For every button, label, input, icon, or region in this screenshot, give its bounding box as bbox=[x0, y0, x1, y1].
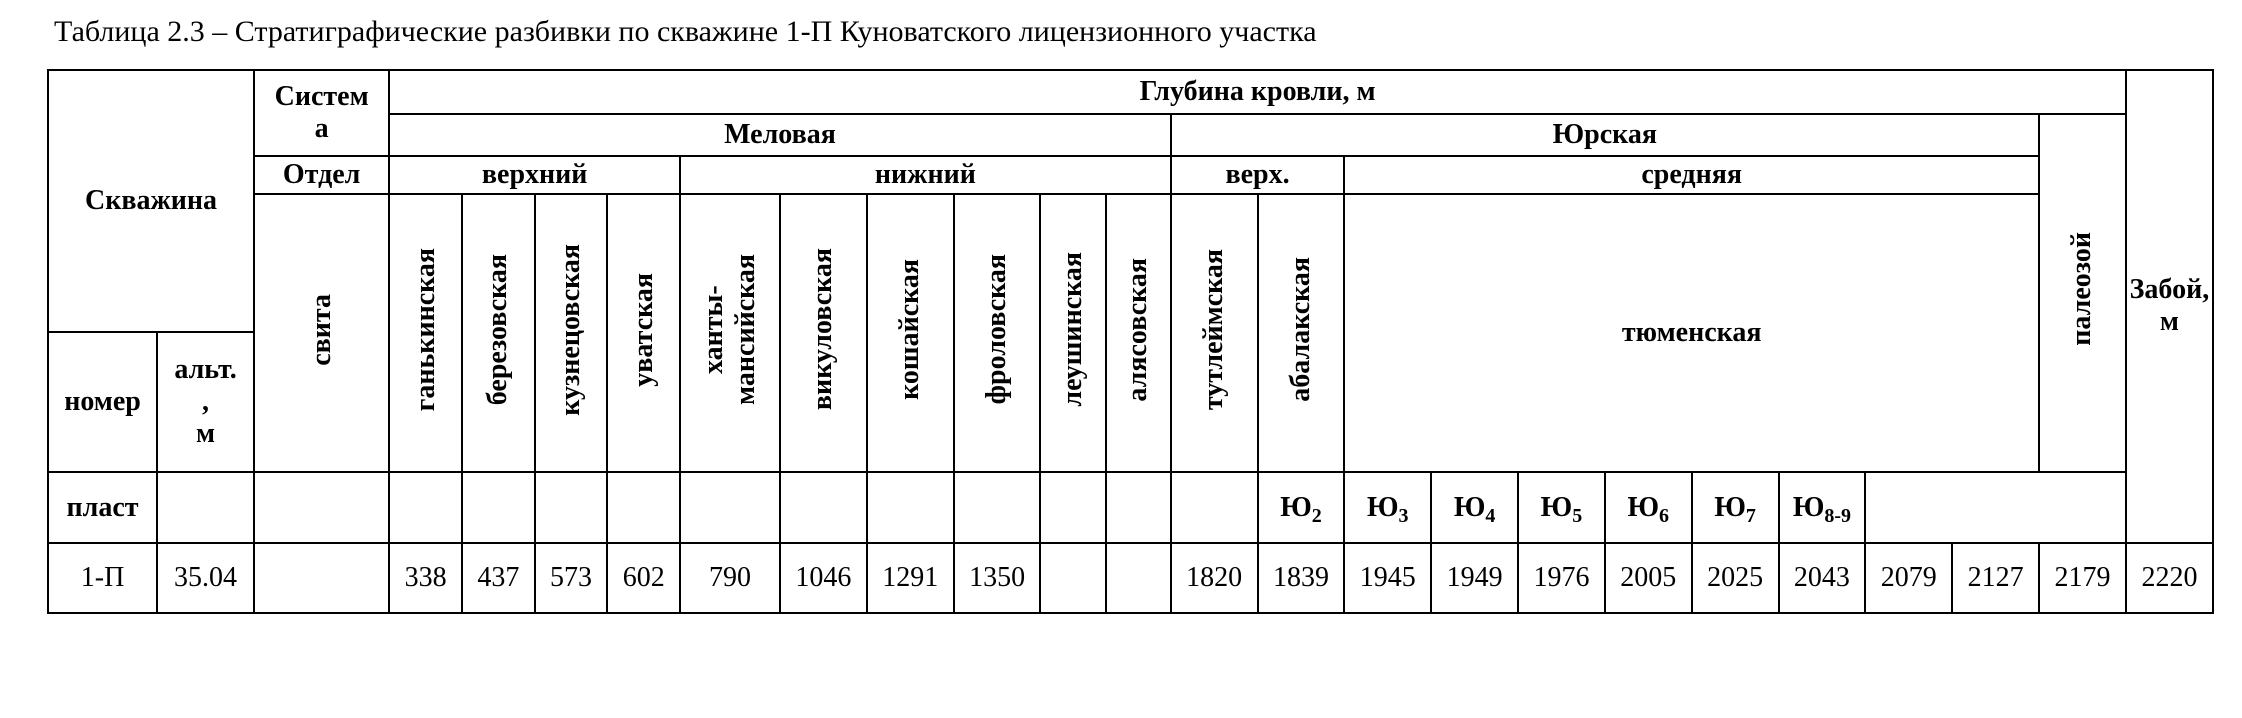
layer-cell bbox=[1040, 472, 1106, 542]
suite-tyumenskaya: тюменская bbox=[1344, 194, 2039, 472]
layer-u7: $Ю_7$ bbox=[1692, 472, 1779, 542]
depth-u8-9: 2127 bbox=[1952, 543, 2039, 613]
layer-header: пласт bbox=[48, 472, 157, 542]
cretaceous-header: Меловая bbox=[389, 114, 1170, 156]
suite-khanty-mansiyskaya: ханты- мансийская bbox=[680, 194, 780, 472]
depth-gankinskaya: 338 bbox=[389, 543, 462, 613]
depth-abalakskaya: 1839 bbox=[1258, 543, 1345, 613]
suite-kuznetsovskaya: кузнецовская bbox=[535, 194, 608, 472]
depth-khanty-mansiyskaya: 790 bbox=[680, 543, 780, 613]
depth-u2: 1949 bbox=[1431, 543, 1518, 613]
depth-uvatskaya: 602 bbox=[607, 543, 680, 613]
depth-u3: 1976 bbox=[1518, 543, 1605, 613]
stratigraphy-table bbox=[47, 69, 2214, 614]
layer-cell bbox=[1106, 472, 1171, 542]
well-header: Скважина bbox=[48, 70, 254, 332]
suite-header bbox=[254, 194, 389, 472]
number-header: номер bbox=[48, 332, 157, 473]
suite-leushinskaya: леушинская bbox=[1040, 194, 1106, 472]
depth-vikulovskaya: 1046 bbox=[780, 543, 867, 613]
middle-division-header: средняя bbox=[1344, 156, 2039, 194]
depth-tyumenskaya: 1945 bbox=[1344, 543, 1431, 613]
layer-u5: $Ю_5$ bbox=[1518, 472, 1605, 542]
layer-cell bbox=[1171, 472, 1258, 542]
paleozoic-header bbox=[2039, 114, 2126, 472]
division-header: Отдел bbox=[254, 156, 389, 194]
depth-alyasovskaya bbox=[1106, 543, 1171, 613]
depth-u5: 2025 bbox=[1692, 543, 1779, 613]
bottom-depth-cell: 2220 bbox=[2126, 543, 2213, 613]
suite-alyasovskaya: алясовская bbox=[1106, 194, 1171, 472]
suite-berezovskaya: березовская bbox=[462, 194, 535, 472]
table-caption: Таблица 2.3 – Стратиграфические разбивки по скважине 1-П Куноватского лицензионного участка bbox=[54, 15, 1317, 48]
layer-u8-9: $Ю_{8-9}$ bbox=[1779, 472, 1866, 542]
layer-cell bbox=[389, 472, 462, 542]
layer-cell bbox=[462, 472, 535, 542]
paleozoic-label: палеозой bbox=[2066, 232, 2098, 347]
layer-cell bbox=[867, 472, 954, 542]
layer-cell bbox=[680, 472, 780, 542]
layer-cell bbox=[780, 472, 867, 542]
depth-u7: 2079 bbox=[1865, 543, 1952, 613]
suite-abalakskaya: абалакская bbox=[1258, 194, 1345, 472]
depth-frolovskaya: 1350 bbox=[954, 543, 1041, 613]
layer-cell bbox=[535, 472, 608, 542]
lower-division-header: нижний bbox=[680, 156, 1171, 194]
suite-gankinskaya: ганькинская bbox=[389, 194, 462, 472]
layer-u4: $Ю_4$ bbox=[1431, 472, 1518, 542]
system-header: Систем а bbox=[254, 70, 389, 156]
depth-koshayskaya: 1291 bbox=[867, 543, 954, 613]
layer-cell bbox=[254, 472, 389, 542]
suite-uvatskaya: уватская bbox=[607, 194, 680, 472]
depth-kuznetsovskaya: 573 bbox=[535, 543, 608, 613]
depth-leushinskaya bbox=[1040, 543, 1106, 613]
layer-cell bbox=[157, 472, 254, 542]
suite-label: свита bbox=[305, 293, 337, 366]
bottom-header: Забой, м bbox=[2126, 70, 2213, 543]
alt-header: альт. , м bbox=[157, 332, 254, 473]
suite-frolovskaya: фроловская bbox=[954, 194, 1041, 472]
depth-u4: 2005 bbox=[1605, 543, 1692, 613]
well-number-cell: 1-П bbox=[48, 543, 157, 613]
upper-short-division-header: верх. bbox=[1171, 156, 1345, 194]
layer-cell bbox=[954, 472, 1041, 542]
depth-header: Глубина кровли, м bbox=[389, 70, 2126, 114]
depth-u6: 2043 bbox=[1779, 543, 1866, 613]
layer-u3: $Ю_3$ bbox=[1344, 472, 1431, 542]
layer-cell bbox=[607, 472, 680, 542]
system-cell bbox=[254, 543, 389, 613]
layer-u2: $Ю_2$ bbox=[1258, 472, 1345, 542]
suite-tutleymskaya: тутлеймская bbox=[1171, 194, 1258, 472]
suite-koshayskaya: кошайская bbox=[867, 194, 954, 472]
depth-paleozoic: 2179 bbox=[2039, 543, 2126, 613]
depth-berezovskaya: 437 bbox=[462, 543, 535, 613]
depth-tutleymskaya: 1820 bbox=[1171, 543, 1258, 613]
suite-vikulovskaya: викуловская bbox=[780, 194, 867, 472]
layer-u6: $Ю_6$ bbox=[1605, 472, 1692, 542]
well-alt-cell: 35.04 bbox=[157, 543, 254, 613]
jurassic-header: Юрская bbox=[1171, 114, 2039, 156]
upper-division-header: верхний bbox=[389, 156, 680, 194]
